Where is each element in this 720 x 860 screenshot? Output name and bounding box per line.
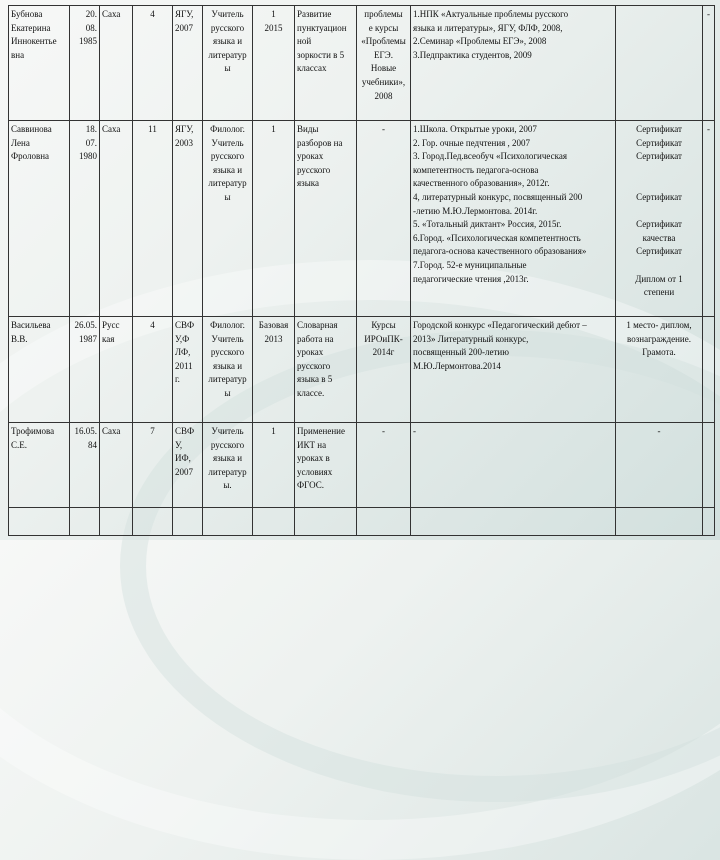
cell-line: Базовая (258, 320, 289, 330)
cell-specialty (203, 423, 253, 508)
cell-line: качественного образования», 2012г. (413, 178, 550, 189)
cell-line: Сертификат (636, 124, 682, 134)
cell-birth-date (70, 121, 100, 317)
cell-line: 2007 (175, 466, 193, 477)
cell-line: Лена (11, 137, 30, 148)
cell-name (9, 6, 70, 121)
cell-line: Курсы (371, 320, 396, 330)
cell-courses (357, 121, 411, 317)
cell-line: вна (11, 49, 25, 60)
cell-line: 2013» Литературный конкурс, (413, 333, 529, 344)
cell-line: Городской конкурс «Педагогический дебют – (413, 320, 587, 330)
table-row (9, 121, 715, 317)
cell-line: уроках (297, 151, 324, 162)
cell-line: классах (297, 63, 327, 74)
cell-line: Саха (102, 9, 121, 19)
cell-line: 5. «Тотальный диктант» Россия, 2015г. (413, 219, 562, 230)
cell-line: Саха (102, 426, 121, 436)
cell-education (173, 317, 203, 423)
cell-line: литератур (208, 49, 247, 60)
cell-line: Русс (102, 320, 120, 330)
cell-line: -летию М.Ю.Лермонтова. 2014г. (413, 205, 538, 216)
cell-line: 07. (85, 137, 97, 148)
cell-results (616, 6, 703, 121)
cell-category (253, 508, 295, 536)
cell-line: 1 (271, 426, 276, 436)
cell-topic (295, 6, 357, 121)
cell-line: ЕГЭ. (374, 49, 393, 60)
cell-line: литератур (208, 466, 247, 477)
cell-line: В.В. (11, 333, 28, 344)
cell-nationality (100, 121, 133, 317)
cell-topic (295, 423, 357, 508)
cell-line (618, 177, 700, 191)
teachers-table (8, 5, 715, 536)
cell-line: литератур (208, 374, 247, 385)
table-row (9, 317, 715, 423)
cell-line: Фроловна (11, 151, 50, 162)
cell-line: литератур (208, 178, 247, 189)
cell-results (616, 423, 703, 508)
cell-line: русского (210, 151, 245, 162)
cell-nationality (100, 423, 133, 508)
cell-line: 3.Педпрактика студентов, 2009 (413, 49, 532, 60)
cell-line: 1 (271, 9, 276, 19)
cell-line: качества (642, 232, 676, 243)
cell-line: ИКТ на (297, 439, 327, 450)
cell-line: Саввинова (11, 124, 52, 134)
cell-line: СВФ (175, 426, 195, 436)
cell-line: 1.НПК «Актуальные проблемы русского (413, 9, 569, 19)
cell-line: ЛФ, (175, 347, 191, 358)
cell-line: ЯГУ, (175, 124, 194, 134)
cell-results (616, 508, 703, 536)
cell-line: русского (210, 439, 245, 450)
cell-line: русского (210, 347, 245, 358)
cell-birth-date (70, 508, 100, 536)
cell-line: кая (102, 333, 115, 344)
cell-line: ЯГУ, (175, 9, 194, 19)
cell-line: 2013 (264, 333, 283, 344)
cell-line: ы (224, 63, 231, 74)
cell-line: 6.Город. «Психологическая компетентность (413, 232, 581, 243)
cell-nationality (100, 6, 133, 121)
cell-category (253, 317, 295, 423)
cell-line: языка и (212, 164, 243, 175)
cell-specialty (203, 508, 253, 536)
cell-line: 4 (150, 9, 155, 19)
cell-line: Учитель (211, 137, 244, 148)
cell-line: условиях (297, 466, 333, 477)
cell-line: Екатерина (11, 22, 51, 33)
cell-topic (295, 317, 357, 423)
cell-line: г. (175, 374, 180, 385)
cell-line: 1985 (79, 36, 97, 47)
cell-category (253, 423, 295, 508)
cell-line: - (382, 124, 385, 134)
cell-line: ы (224, 191, 231, 202)
cell-line: 2014г (372, 347, 395, 358)
cell-line: 84 (88, 439, 97, 450)
cell-line: «Проблемы (361, 36, 406, 47)
cell-line: зоркости в 5 (297, 49, 345, 60)
cell-line: 1.Школа. Открытые уроки, 2007 (413, 124, 537, 134)
cell-specialty (203, 121, 253, 317)
cell-line: - (657, 426, 661, 436)
cell-line: 16.05. (74, 426, 97, 436)
cell-line: - (707, 124, 710, 134)
cell-line: педагогические чтения ,2013г. (413, 273, 529, 284)
cell-category (253, 6, 295, 121)
cell-line: проблемы (364, 9, 403, 19)
cell-line: Сертификат (636, 246, 682, 257)
cell-line: работа на (297, 333, 334, 344)
cell-line: степени (643, 287, 675, 298)
table-row (9, 508, 715, 536)
cell-courses (357, 508, 411, 536)
cell-activities (411, 6, 616, 121)
cell-activities (411, 121, 616, 317)
cell-line: ФГОС. (297, 480, 324, 491)
cell-line: учебники», (361, 76, 406, 87)
cell-education (173, 6, 203, 121)
cell-line: 08. (85, 22, 97, 33)
cell-line: ИРОиПК- (364, 333, 403, 344)
cell-line: компетентность педагога-основа (413, 164, 539, 175)
cell-line: языка и (212, 36, 243, 47)
cell-specialty (203, 317, 253, 423)
cell-birth-date (70, 423, 100, 508)
cell-name (9, 121, 70, 317)
cell-line: 7.Город. 52-е муниципальные (413, 259, 527, 270)
cell-line: 2. Гор. очные педчтения , 2007 (413, 137, 531, 148)
cell-courses (357, 317, 411, 423)
cell-line: 7 (150, 426, 155, 436)
cell-line: языка и (212, 453, 243, 464)
cell-line: 1 место- диплом, (626, 320, 692, 330)
cell-line: Словарная (297, 320, 338, 330)
cell-line: Сертификат (636, 137, 682, 148)
cell-results (616, 121, 703, 317)
cell-line: 2015 (264, 22, 283, 33)
cell-education (173, 508, 203, 536)
cell-extra (703, 121, 715, 317)
cell-nationality (100, 317, 133, 423)
cell-line: русского (297, 360, 331, 371)
cell-experience (133, 508, 173, 536)
cell-line: 4 (150, 320, 155, 330)
cell-extra (703, 423, 715, 508)
cell-line: Васильева (11, 320, 51, 330)
cell-topic (295, 121, 357, 317)
cell-line: 2011 (175, 360, 193, 371)
cell-name (9, 423, 70, 508)
cell-line: Трофимова (11, 426, 55, 436)
cell-line: языка и (212, 360, 243, 371)
cell-nationality (100, 508, 133, 536)
cell-line: Виды (297, 124, 319, 134)
cell-line: ИФ, (175, 453, 191, 464)
cell-line: е курсы (368, 22, 399, 33)
cell-line: педагога-основа качественного образования» (413, 246, 587, 257)
cell-line: Иннокентье (11, 36, 57, 47)
cell-extra (703, 508, 715, 536)
cell-line: - (707, 9, 710, 19)
cell-line: Учитель (211, 333, 244, 344)
cell-line: классе. (297, 387, 325, 398)
cell-line: посвященный 200-летию (413, 347, 509, 358)
cell-name (9, 508, 70, 536)
cell-line: 26.05. (74, 320, 97, 330)
cell-line: 3. Город.Пед.всеобуч «Психологическая (413, 151, 567, 162)
cell-education (173, 423, 203, 508)
cell-line: 1987 (79, 333, 97, 344)
cell-line: уроках в (297, 453, 330, 464)
cell-name (9, 317, 70, 423)
cell-line: 11 (148, 124, 157, 134)
cell-line: Учитель (211, 9, 244, 19)
cell-line: Сертификат (636, 219, 682, 230)
cell-experience (133, 423, 173, 508)
cell-line: У,Ф (175, 333, 190, 344)
cell-courses (357, 423, 411, 508)
cell-line: языка в 5 (297, 374, 333, 385)
cell-line: вознаграждение. (627, 333, 691, 344)
cell-line: М.Ю.Лермонтова.2014 (413, 360, 501, 371)
cell-line: 1 (271, 124, 276, 134)
cell-specialty (203, 6, 253, 121)
cell-line: русского (210, 22, 245, 33)
cell-line: С.Е. (11, 439, 28, 450)
cell-line: 2007 (175, 22, 193, 33)
cell-line: Новые (370, 63, 397, 74)
cell-line: 2.Семинар «Проблемы ЕГЭ», 2008 (413, 36, 547, 47)
cell-line: Сертификат (636, 151, 682, 162)
cell-birth-date (70, 6, 100, 121)
cell-topic (295, 508, 357, 536)
cell-line: ной (297, 36, 312, 47)
cell-category (253, 121, 295, 317)
cell-line: ы. (223, 480, 232, 491)
table-row (9, 423, 715, 508)
cell-experience (133, 317, 173, 423)
cell-line: Грамота. (642, 347, 676, 358)
cell-line: языка и литературы», ЯГУ, ФЛФ, 2008, (413, 22, 563, 33)
cell-line: Учитель (211, 426, 244, 436)
cell-experience (133, 6, 173, 121)
cell-line: 20. (85, 9, 97, 19)
cell-line: Филолог. (210, 124, 245, 134)
cell-line: 18. (85, 124, 97, 134)
cell-line: 2008 (374, 90, 393, 101)
cell-line: 1980 (79, 151, 97, 162)
cell-line: Применение (297, 426, 345, 436)
cell-line: 2003 (175, 137, 193, 148)
cell-line: Развитие (297, 9, 332, 19)
cell-activities (411, 317, 616, 423)
cell-line: уроках (297, 347, 324, 358)
cell-line: 4, литературный конкурс, посвященный 200 (413, 191, 583, 202)
cell-line: Бубнова (11, 9, 43, 19)
cell-line: разборов на (297, 137, 343, 148)
cell-line: Саха (102, 124, 121, 134)
cell-line: - (382, 426, 385, 436)
cell-line: У, (175, 439, 183, 450)
cell-line: - (413, 426, 416, 436)
cell-line: пунктуацион (297, 22, 347, 33)
cell-line (618, 205, 700, 219)
cell-line: ы (224, 387, 231, 398)
cell-birth-date (70, 317, 100, 423)
cell-extra (703, 317, 715, 423)
cell-courses (357, 6, 411, 121)
cell-line: Филолог. (210, 320, 245, 330)
cell-line: языка (297, 178, 319, 189)
table-row (9, 6, 715, 121)
cell-line (618, 164, 700, 178)
cell-extra (703, 6, 715, 121)
cell-line: СВФ (175, 320, 195, 330)
cell-results (616, 317, 703, 423)
cell-line (618, 259, 700, 273)
cell-education (173, 121, 203, 317)
cell-line: Сертификат (636, 191, 682, 202)
cell-line: русского (297, 164, 331, 175)
cell-experience (133, 121, 173, 317)
cell-line: Диплом от 1 (635, 273, 683, 284)
cell-activities (411, 423, 616, 508)
cell-activities (411, 508, 616, 536)
